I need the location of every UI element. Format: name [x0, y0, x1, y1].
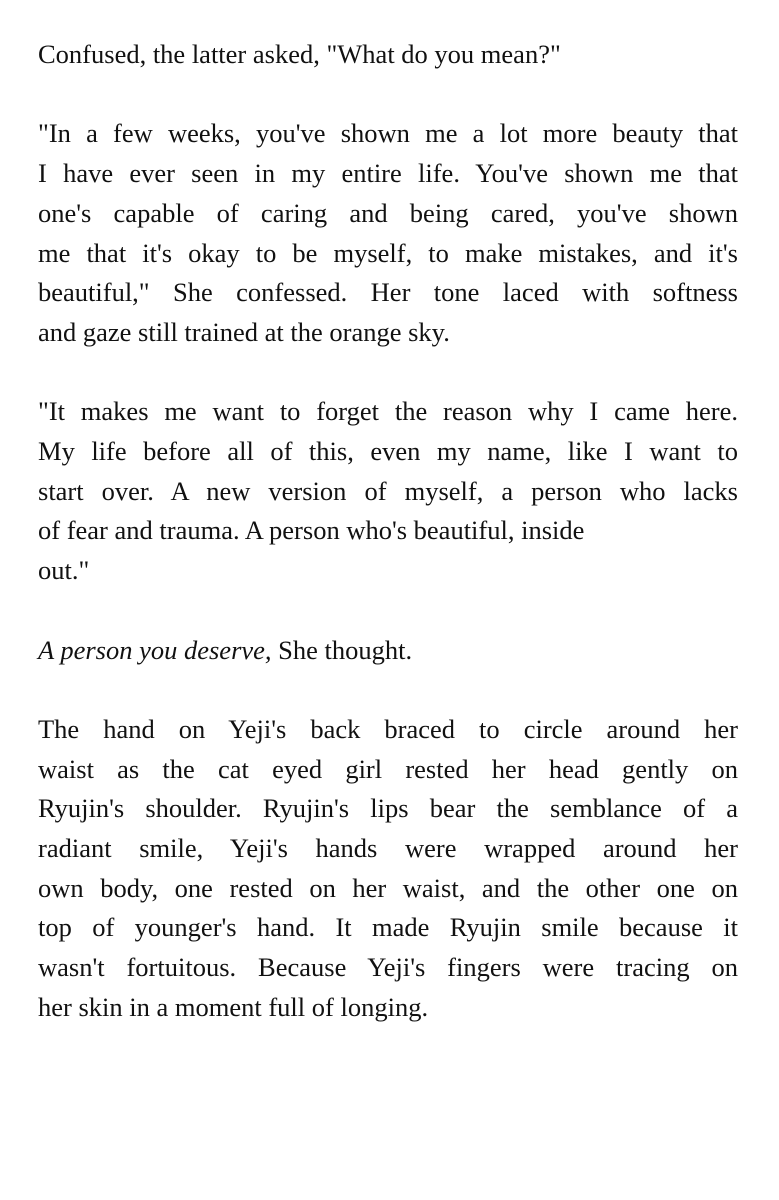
paragraph-question	[38, 35, 738, 75]
text-line: The hand on Yeji's back braced to circle around her	[38, 713, 738, 744]
italic-thought: A person you deserve,	[38, 634, 272, 665]
paragraph-wish	[38, 392, 738, 591]
text-line: start over. A new version of myself, a person who lacks	[38, 475, 738, 506]
text-line	[38, 631, 738, 671]
text-line: and gaze still trained at the orange sky.	[38, 316, 450, 347]
text-line: of fear and trauma. A person who's beautiful, inside	[38, 515, 585, 546]
text-line: I have ever seen in my entire life. You've shown me that	[38, 158, 738, 189]
text-line: "It makes me want to forget the reason why I came here.	[38, 396, 738, 427]
paragraph-thought	[38, 631, 738, 671]
text-line: waist as the cat eyed girl rested her head gently on	[38, 753, 738, 784]
text-line: her skin in a moment full of longing.	[38, 991, 429, 1022]
text-line: top of younger's hand. It made Ryujin smile because it	[38, 912, 738, 943]
story-text	[38, 35, 738, 1067]
text-line: "In a few weeks, you've shown me a lot more beauty that	[38, 118, 738, 149]
paragraph-confession	[38, 114, 738, 352]
text-line: own body, one rested on her waist, and the other one on	[38, 872, 738, 903]
text-line: My life before all of this, even my name, like I want to	[38, 436, 738, 466]
text-line: Confused, the latter asked, "What do you mean?"	[38, 39, 561, 69]
text-line: wasn't fortuitous. Because Yeji's fingers were tracing on	[38, 952, 738, 983]
text-line: me that it's okay to be myself, to make mistakes, and it's	[38, 237, 738, 268]
text-line: out."	[38, 555, 90, 586]
paragraph-embrace	[38, 710, 738, 1028]
text-line: radiant smile, Yeji's hands were wrapped around her	[38, 833, 738, 863]
thought-tail: She thought.	[271, 634, 413, 665]
text-line: beautiful," She confessed. Her tone laced with softness	[38, 277, 738, 308]
text-line: Ryujin's shoulder. Ryujin's lips bear the semblance of a	[38, 793, 738, 824]
text-line: one's capable of caring and being cared, you've shown	[38, 197, 738, 228]
